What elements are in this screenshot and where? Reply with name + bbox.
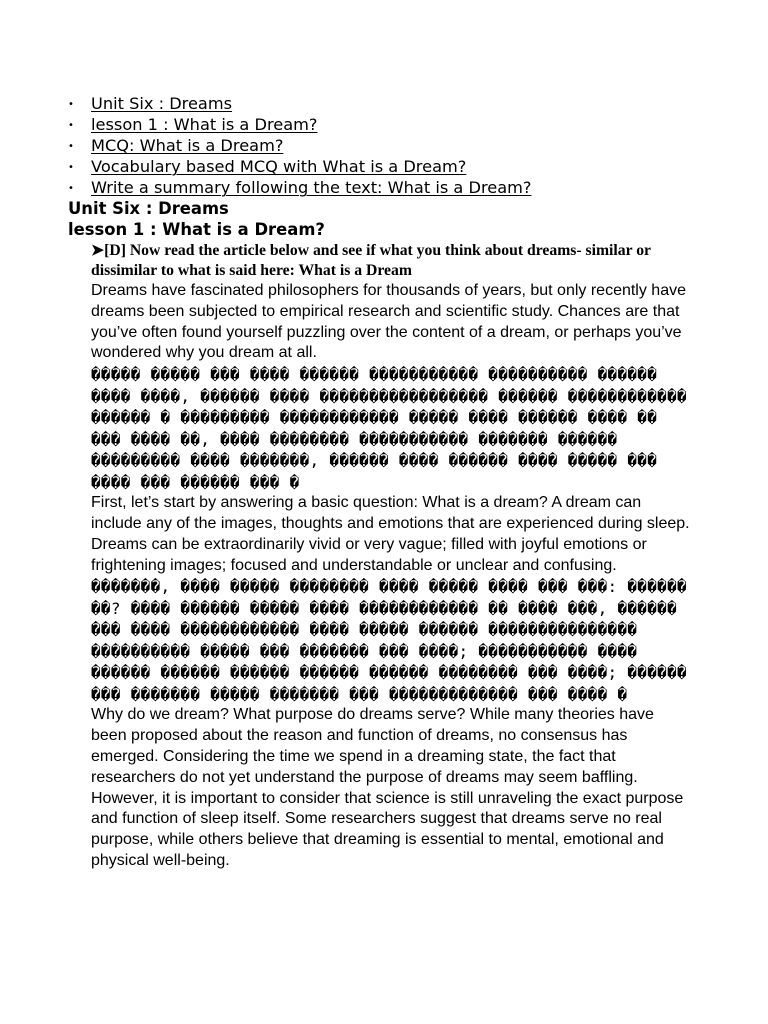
- bullet-icon: •: [68, 162, 74, 173]
- translation-1: ����� ����� ��� ���� ������ ����������� ���������� ������ ���� ����, ������ ���� ����������������� ������ ������������ ������ � ��������� ������������ ����� ���� ������ ���� �� ��� ���� ��, ���� �������� ����������� ������� ������ ��������� ���� �������, ������ ���� ������ ���� ����� ��� ���� ��� ������ ��� �: [91, 365, 687, 492]
- toc-link-mcq[interactable]: MCQ: What is a Dream?: [91, 136, 284, 155]
- toc-link-lesson-1[interactable]: lesson 1 : What is a Dream?: [91, 115, 318, 134]
- bullet-icon: •: [68, 141, 74, 152]
- translation-2: �������, ���� ����� �������� ���� ����� ���� ��� ���: ������ ��? ���� ������ ����� ���� ������������ �� ���� ���, ������ ��� ���� ������������ ���� ����� ������ ��������������� ���������� ����� ��� ������� ��� ����; ����������� ���� ������ ������ ������ ������ ������ �������� ��� ����; ������ ��� ������� ����� ������� ��� ������������� ��� ���� �: [91, 577, 687, 704]
- bullet-icon: •: [68, 183, 74, 194]
- bullet-icon: •: [68, 99, 74, 110]
- toc-link-vocabulary-mcq[interactable]: Vocabulary based MCQ with What is a Dream?: [91, 157, 467, 176]
- table-of-contents: [68, 93, 708, 198]
- toc-item-vocabulary-mcq: [68, 156, 708, 177]
- toc-item-mcq: [68, 135, 708, 156]
- toc-item-summary: [68, 177, 708, 198]
- instruction-text: ➤[D] Now read the article below and see if what you think about dreams- similar or dissimilar to what is said here: What is a Dream: [91, 242, 651, 279]
- toc-item-unit-six: [68, 93, 708, 114]
- toc-item-lesson-1: [68, 114, 708, 135]
- article-body: [91, 241, 691, 872]
- toc-link-unit-six[interactable]: Unit Six : Dreams: [91, 94, 233, 113]
- unit-heading: Unit Six : Dreams: [68, 199, 229, 218]
- paragraph-2: First, let’s start by answering a basic question: What is a dream? A dream can include any of the images, thoughts and emotions that are experienced during sleep. Dreams can be extraordinarily vivid or very vague; filled with joyful emotions or frightening images; focused and understandable or unclear and confusing.: [91, 494, 690, 574]
- bullet-icon: •: [68, 120, 74, 131]
- paragraph-1: Dreams have fascinated philosophers for thousands of years, but only recently have dreams been subjected to empirical research and scientific study. Chances are that you’ve often found yourself puzzling over the content of a dream, or perhaps you’ve wondered why you dream at all.: [91, 282, 686, 362]
- toc-link-summary[interactable]: Write a summary following the text: What is a Dream?: [91, 178, 532, 197]
- paragraph-3: Why do we dream? What purpose do dreams serve? While many theories have been proposed about the reason and function of dreams, no consensus has emerged. Considering the time we spend in a dreaming state, the fact that researchers do not yet understand the purpose of dreams may seem baffling. However, it is important to consider that science is still unraveling the exact purpose and function of sleep itself. Some researchers suggest that dreams serve no real purpose, while others believe that dreaming is essential to mental, emotional and physical well-being.: [91, 706, 684, 869]
- lesson-heading: lesson 1 : What is a Dream?: [68, 220, 325, 239]
